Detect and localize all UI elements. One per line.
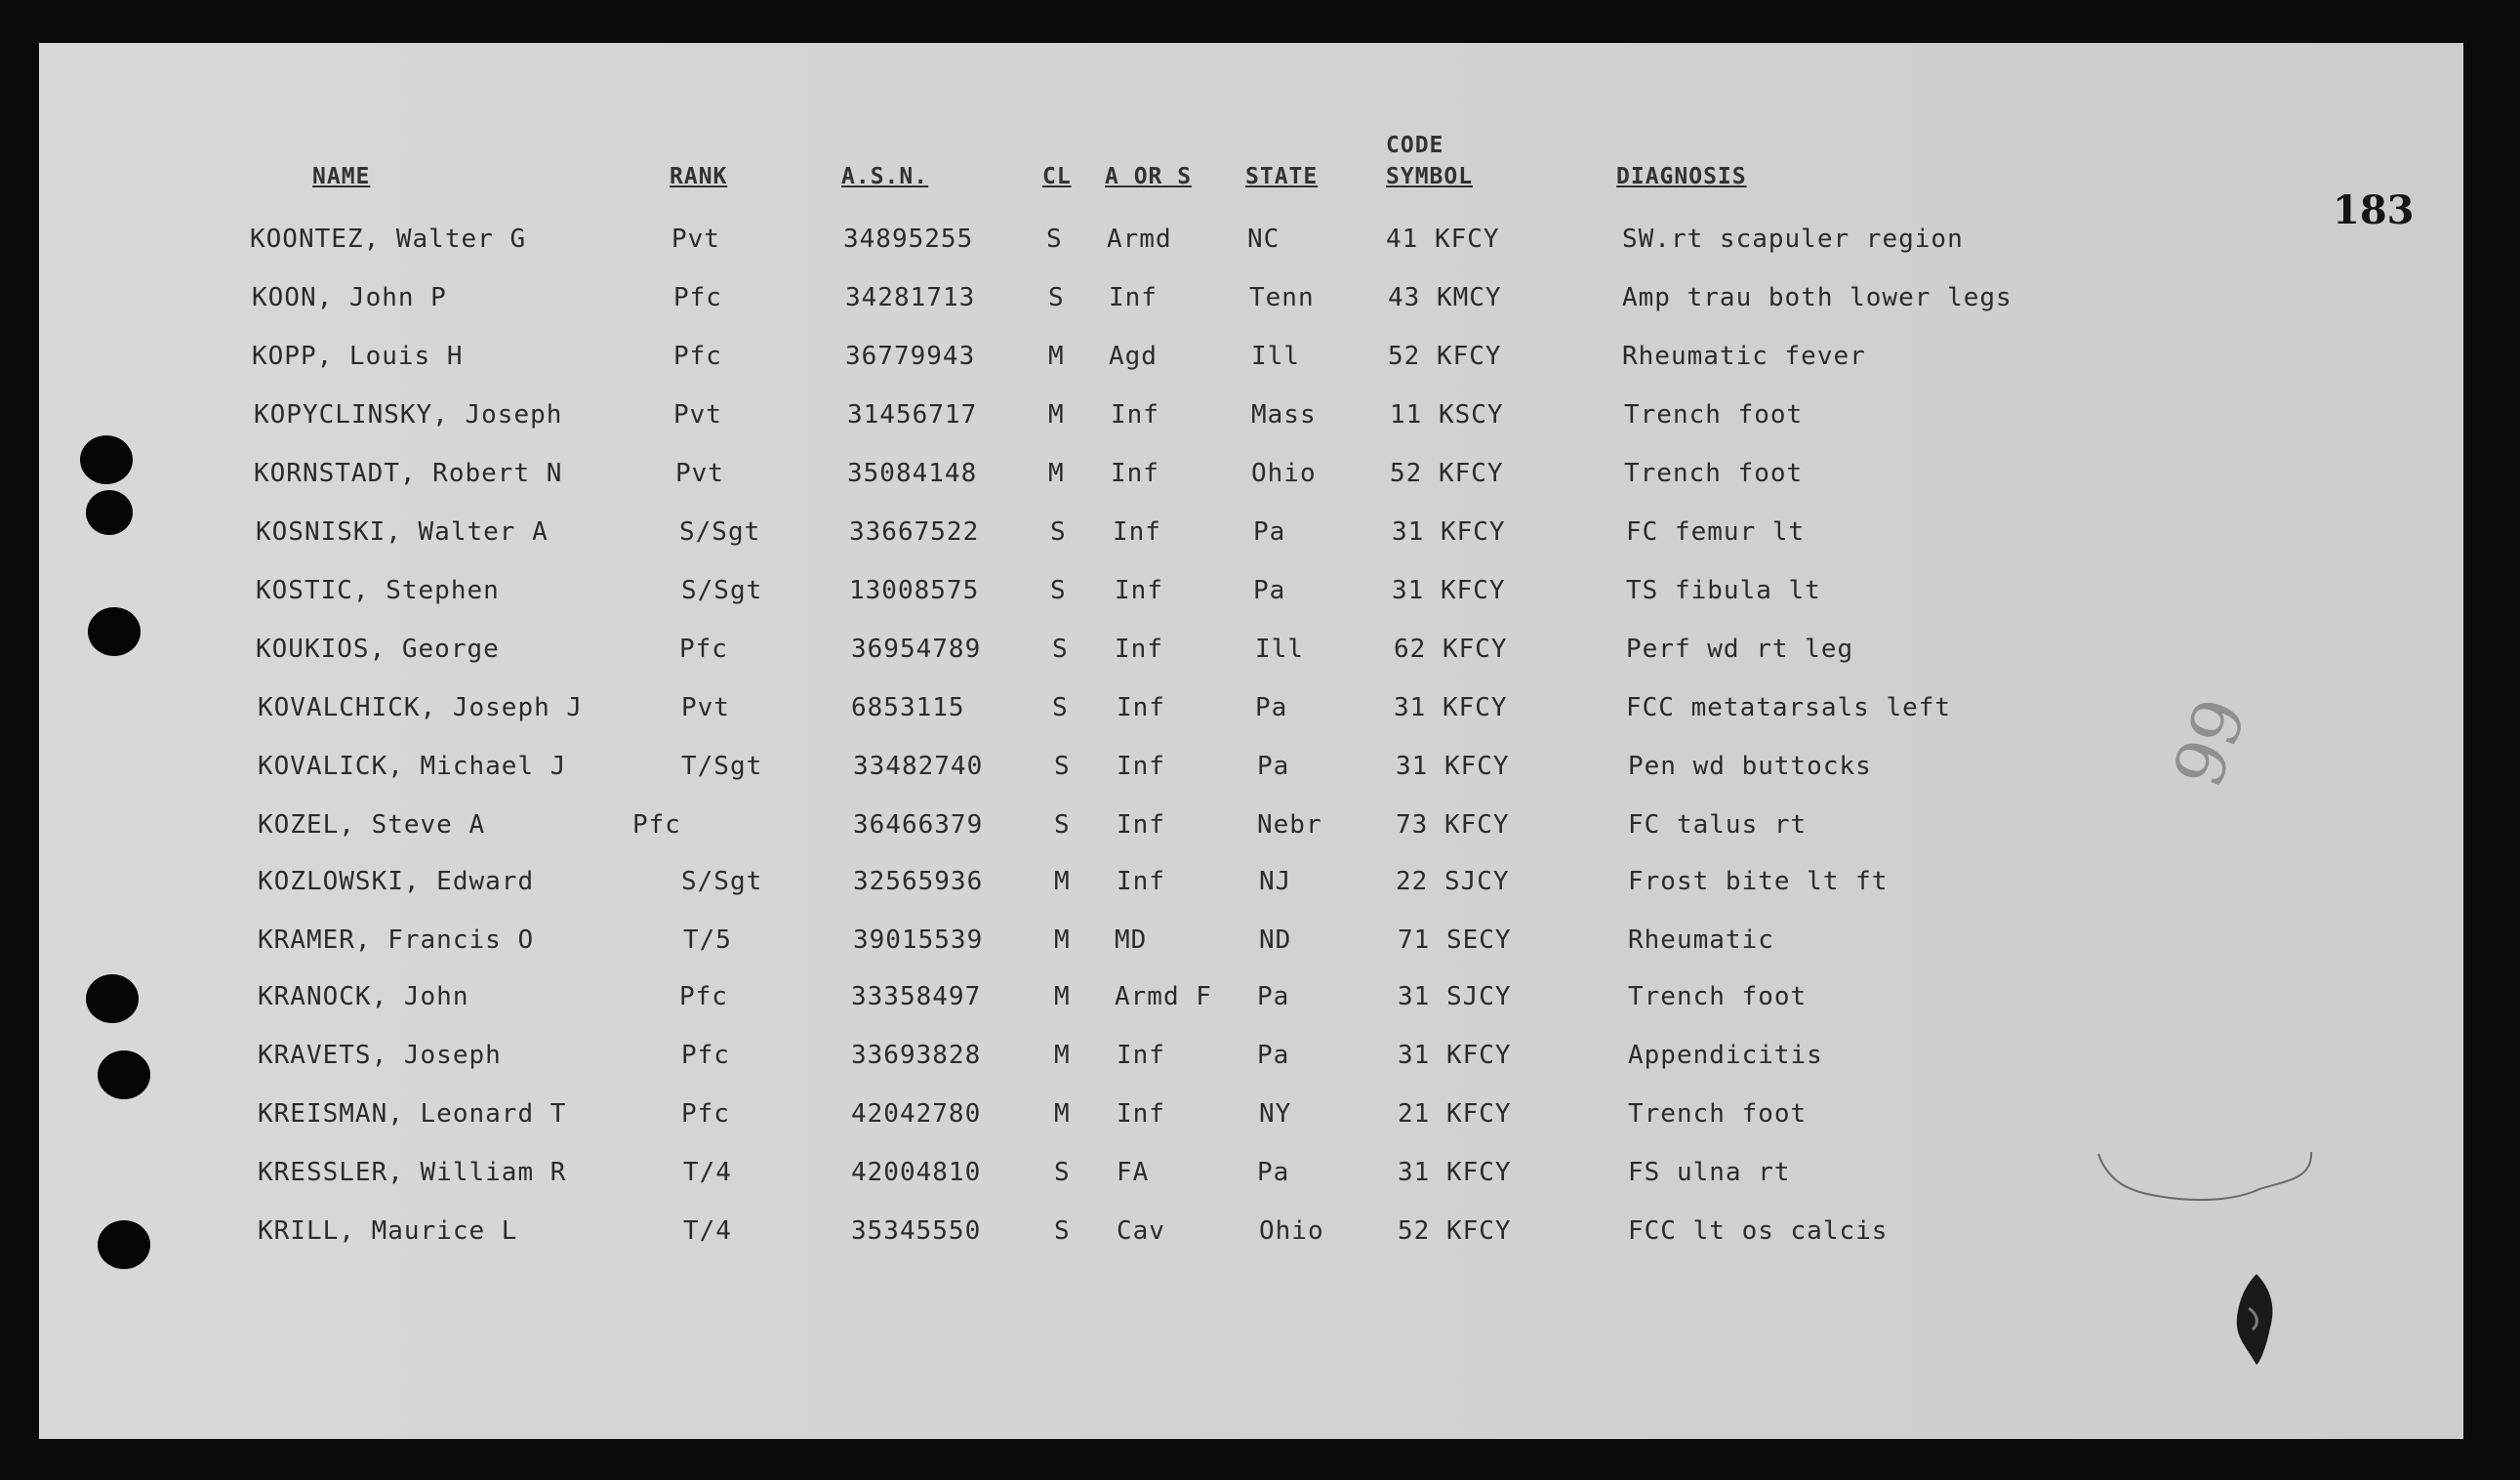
diagnosis-cell: Trench foot xyxy=(1624,400,1804,430)
name-cell: KOUKIOS, George xyxy=(256,635,500,664)
asn-cell: 35084148 xyxy=(847,459,978,488)
a-or-s-cell: FA xyxy=(1117,1158,1150,1187)
name-cell: KOSTIC, Stephen xyxy=(256,576,500,605)
code-cell: 21 KFCY xyxy=(1398,1099,1512,1129)
asn-cell: 33482740 xyxy=(853,752,984,781)
table-row xyxy=(0,342,2245,381)
a-or-s-cell: Armd F xyxy=(1115,982,1212,1011)
a-or-s-cell: Inf xyxy=(1117,810,1165,840)
asn-cell: 36779943 xyxy=(845,342,976,371)
a-or-s-cell: Inf xyxy=(1117,693,1165,722)
rank-cell: Pfc xyxy=(681,1041,730,1070)
cl-cell: M xyxy=(1048,342,1065,371)
diagnosis-cell: Trench foot xyxy=(1624,459,1804,488)
diagnosis-cell: Appendicitis xyxy=(1628,1041,1823,1070)
cl-cell: S xyxy=(1052,693,1069,722)
state-cell: Ill xyxy=(1255,635,1304,664)
state-cell: Tenn xyxy=(1249,283,1315,312)
a-or-s-cell: Cav xyxy=(1117,1216,1165,1246)
a-or-s-cell: MD xyxy=(1115,925,1148,955)
rank-cell: Pfc xyxy=(673,283,722,312)
a-or-s-cell: Inf xyxy=(1117,1099,1165,1129)
rank-cell: T/5 xyxy=(683,925,732,955)
page-number: 183 xyxy=(2333,187,2415,233)
code-cell: 31 KFCY xyxy=(1396,752,1510,781)
code-cell: 31 KFCY xyxy=(1392,517,1506,547)
diagnosis-cell: Trench foot xyxy=(1628,1099,1808,1129)
asn-cell: 33667522 xyxy=(849,517,980,547)
code-cell: 22 SJCY xyxy=(1396,867,1510,896)
rank-cell: Pvt xyxy=(673,400,722,430)
pencil-scribble xyxy=(2089,1142,2323,1211)
table-row xyxy=(0,982,2245,1021)
code-cell: 41 KFCY xyxy=(1386,225,1500,254)
header-code-top: CODE xyxy=(1386,133,1444,158)
header-rank: RANK xyxy=(670,164,728,189)
code-cell: 31 KFCY xyxy=(1398,1158,1512,1187)
state-cell: Ohio xyxy=(1259,1216,1324,1246)
table-row xyxy=(0,867,2245,906)
diagnosis-cell: TS fibula lt xyxy=(1626,576,1821,605)
name-cell: KRILL, Maurice L xyxy=(258,1216,518,1246)
name-cell: KOON, John P xyxy=(252,283,447,312)
cl-cell: S xyxy=(1052,635,1069,664)
diagnosis-cell: Rheumatic fever xyxy=(1622,342,1866,371)
code-cell: 31 SJCY xyxy=(1398,982,1512,1011)
name-cell: KOVALCHICK, Joseph J xyxy=(258,693,584,722)
table-row xyxy=(0,283,2245,322)
state-cell: Mass xyxy=(1251,400,1317,430)
state-cell: Pa xyxy=(1257,1158,1290,1187)
asn-cell: 33693828 xyxy=(851,1041,982,1070)
a-or-s-cell: Inf xyxy=(1111,459,1159,488)
rank-cell: S/Sgt xyxy=(681,867,763,896)
table-row xyxy=(0,1041,2245,1080)
cl-cell: S xyxy=(1054,752,1071,781)
asn-cell: 6853115 xyxy=(851,693,965,722)
rank-cell: Pvt xyxy=(675,459,724,488)
table-row xyxy=(0,459,2245,498)
code-cell: 62 KFCY xyxy=(1394,635,1508,664)
cl-cell: S xyxy=(1054,1158,1071,1187)
asn-cell: 13008575 xyxy=(849,576,980,605)
a-or-s-cell: Inf xyxy=(1117,752,1165,781)
cl-cell: M xyxy=(1054,867,1071,896)
a-or-s-cell: Inf xyxy=(1117,867,1165,896)
header-asn: A.S.N. xyxy=(841,164,929,189)
name-cell: KORNSTADT, Robert N xyxy=(254,459,563,488)
state-cell: NY xyxy=(1259,1099,1292,1129)
diagnosis-cell: Pen wd buttocks xyxy=(1628,752,1872,781)
name-cell: KRANOCK, John xyxy=(258,982,469,1011)
state-cell: Nebr xyxy=(1257,810,1322,840)
cl-cell: S xyxy=(1054,1216,1071,1246)
table-row xyxy=(0,1158,2245,1197)
cl-cell: M xyxy=(1054,925,1071,955)
table-row xyxy=(0,693,2245,732)
state-cell: Pa xyxy=(1253,517,1286,547)
cl-cell: M xyxy=(1054,1099,1071,1129)
code-cell: 52 KFCY xyxy=(1398,1216,1512,1246)
state-cell: ND xyxy=(1259,925,1292,955)
rank-cell: Pfc xyxy=(679,635,728,664)
code-cell: 52 KFCY xyxy=(1390,459,1504,488)
state-cell: Pa xyxy=(1257,1041,1290,1070)
asn-cell: 34895255 xyxy=(843,225,974,254)
asn-cell: 33358497 xyxy=(851,982,982,1011)
header-state: STATE xyxy=(1245,164,1319,189)
code-cell: 31 KFCY xyxy=(1394,693,1508,722)
rank-cell: T/4 xyxy=(683,1216,732,1246)
asn-cell: 36466379 xyxy=(853,810,984,840)
table-row xyxy=(0,576,2245,615)
state-cell: Pa xyxy=(1255,693,1288,722)
state-cell: Pa xyxy=(1257,752,1290,781)
table-row xyxy=(0,752,2245,791)
code-cell: 43 KMCY xyxy=(1388,283,1502,312)
code-cell: 11 KSCY xyxy=(1390,400,1504,430)
rank-cell: Pfc xyxy=(681,1099,730,1129)
header-code-symbol: SYMBOL xyxy=(1386,164,1474,189)
table-row xyxy=(0,225,2245,264)
diagnosis-cell: FC talus rt xyxy=(1628,810,1808,840)
handwritten-mark: 99 xyxy=(2157,688,2263,798)
cl-cell: S xyxy=(1048,283,1065,312)
table-row xyxy=(0,1099,2245,1138)
cl-cell: M xyxy=(1054,982,1071,1011)
diagnosis-cell: FCC metatarsals left xyxy=(1626,693,1952,722)
name-cell: KOZEL, Steve A xyxy=(258,810,486,840)
table-row xyxy=(0,635,2245,674)
asn-cell: 42042780 xyxy=(851,1099,982,1129)
rank-cell: T/4 xyxy=(683,1158,732,1187)
cl-cell: S xyxy=(1046,225,1063,254)
asn-cell: 42004810 xyxy=(851,1158,982,1187)
header-a-or-s: A OR S xyxy=(1105,164,1193,189)
a-or-s-cell: Inf xyxy=(1111,400,1159,430)
name-cell: KOZLOWSKI, Edward xyxy=(258,867,535,896)
rank-cell: T/Sgt xyxy=(681,752,763,781)
asn-cell: 35345550 xyxy=(851,1216,982,1246)
name-cell: KREISMAN, Leonard T xyxy=(258,1099,567,1129)
name-cell: KOSNISKI, Walter A xyxy=(256,517,549,547)
cl-cell: M xyxy=(1054,1041,1071,1070)
asn-cell: 32565936 xyxy=(853,867,984,896)
diagnosis-cell: Frost bite lt ft xyxy=(1628,867,1889,896)
rank-cell: Pvt xyxy=(671,225,720,254)
diagnosis-cell: Amp trau both lower legs xyxy=(1622,283,2012,312)
name-cell: KRESSLER, William R xyxy=(258,1158,567,1187)
code-cell: 52 KFCY xyxy=(1388,342,1502,371)
a-or-s-cell: Armd xyxy=(1107,225,1172,254)
diagnosis-cell: Perf wd rt leg xyxy=(1626,635,1854,664)
cl-cell: M xyxy=(1048,400,1065,430)
header-cl: CL xyxy=(1042,164,1072,189)
rank-cell: S/Sgt xyxy=(681,576,763,605)
diagnosis-cell: SW.rt scapuler region xyxy=(1622,225,1964,254)
diagnosis-cell: FCC lt os calcis xyxy=(1628,1216,1889,1246)
ink-blot xyxy=(2227,1269,2280,1367)
cl-cell: M xyxy=(1048,459,1065,488)
state-cell: NJ xyxy=(1259,867,1292,896)
name-cell: KOPP, Louis H xyxy=(252,342,464,371)
name-cell: KRAMER, Francis O xyxy=(258,925,535,955)
rank-cell: Pfc xyxy=(679,982,728,1011)
cl-cell: S xyxy=(1054,810,1071,840)
table-row xyxy=(0,1216,2245,1255)
a-or-s-cell: Inf xyxy=(1109,283,1158,312)
rank-cell: Pvt xyxy=(681,693,730,722)
state-cell: Ohio xyxy=(1251,459,1317,488)
rank-cell: Pfc xyxy=(632,810,681,840)
asn-cell: 39015539 xyxy=(853,925,984,955)
diagnosis-cell: FS ulna rt xyxy=(1628,1158,1791,1187)
cl-cell: S xyxy=(1050,517,1067,547)
cl-cell: S xyxy=(1050,576,1067,605)
code-cell: 73 KFCY xyxy=(1396,810,1510,840)
code-cell: 31 KFCY xyxy=(1392,576,1506,605)
rank-cell: S/Sgt xyxy=(679,517,761,547)
table-row xyxy=(0,925,2245,965)
header-diagnosis: DIAGNOSIS xyxy=(1616,164,1747,189)
state-cell: Ill xyxy=(1251,342,1300,371)
a-or-s-cell: Inf xyxy=(1117,1041,1165,1070)
asn-cell: 34281713 xyxy=(845,283,976,312)
a-or-s-cell: Inf xyxy=(1115,576,1163,605)
header-name: NAME xyxy=(312,164,371,189)
diagnosis-cell: FC femur lt xyxy=(1626,517,1806,547)
table-row xyxy=(0,810,2245,849)
name-cell: KOVALICK, Michael J xyxy=(258,752,567,781)
state-cell: Pa xyxy=(1253,576,1286,605)
table-row xyxy=(0,400,2245,439)
name-cell: KOONTEZ, Walter G xyxy=(250,225,527,254)
name-cell: KRAVETS, Joseph xyxy=(258,1041,502,1070)
table-row xyxy=(0,517,2245,556)
code-cell: 71 SECY xyxy=(1398,925,1512,955)
a-or-s-cell: Inf xyxy=(1115,635,1163,664)
a-or-s-cell: Agd xyxy=(1109,342,1158,371)
state-cell: NC xyxy=(1247,225,1280,254)
code-cell: 31 KFCY xyxy=(1398,1041,1512,1070)
name-cell: KOPYCLINSKY, Joseph xyxy=(254,400,563,430)
diagnosis-cell: Rheumatic xyxy=(1628,925,1774,955)
asn-cell: 31456717 xyxy=(847,400,978,430)
diagnosis-cell: Trench foot xyxy=(1628,982,1808,1011)
asn-cell: 36954789 xyxy=(851,635,982,664)
state-cell: Pa xyxy=(1257,982,1290,1011)
a-or-s-cell: Inf xyxy=(1113,517,1161,547)
rank-cell: Pfc xyxy=(673,342,722,371)
